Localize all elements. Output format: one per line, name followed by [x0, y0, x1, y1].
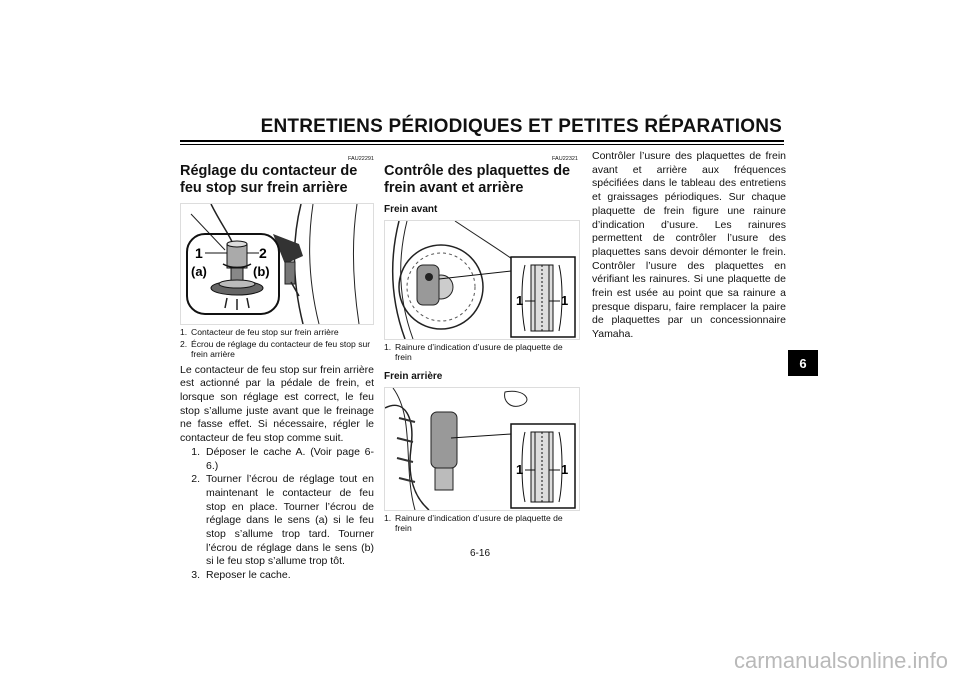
- caption-number: 1.: [180, 327, 188, 337]
- figure-label-1: 1: [195, 245, 203, 261]
- caption-text: Contacteur de feu stop sur frein arrière: [191, 327, 339, 337]
- step-number: 3.: [191, 569, 200, 582]
- column-left: [180, 150, 374, 583]
- section-title: Contrôle des plaquettes de frein avant et arrière: [384, 163, 571, 196]
- rear-brake-figure: [384, 387, 580, 511]
- brake-light-switch-figure: [180, 203, 374, 325]
- step-number: 1.: [191, 445, 200, 458]
- figure-label-1: 1: [516, 461, 524, 477]
- step-text: Déposer le cache A. (Voir page 6-6.): [206, 445, 374, 472]
- caption-number: 1.: [384, 512, 392, 523]
- step-number: 2.: [191, 473, 200, 486]
- figure-label-1: 1: [561, 292, 569, 308]
- subsection-title-front: Frein avant: [384, 204, 438, 215]
- chapter-tab[interactable]: 6: [788, 350, 818, 376]
- figure-label-a: (a): [191, 264, 207, 279]
- figure-caption: [384, 342, 578, 362]
- figure-label-1: 1: [516, 292, 524, 308]
- section-code: FAU22291: [348, 156, 374, 162]
- front-brake-figure: [384, 220, 580, 340]
- caption-text: Rainure d’indication d’usure de plaquette de frein: [395, 341, 563, 362]
- header-rule-thin: [180, 144, 784, 145]
- figure-label-1: 1: [561, 461, 569, 477]
- list-item: [180, 473, 374, 569]
- header-rule: [180, 140, 784, 142]
- caption-text: Rainure d’indication d’usure de plaquette de frein: [395, 512, 563, 534]
- list-item: [180, 446, 374, 473]
- column-right: [592, 150, 786, 342]
- page-header-title: ENTRETIENS PÉRIODIQUES ET PETITES RÉPARATIONS: [260, 116, 782, 137]
- list-item: [180, 569, 374, 583]
- caption-number: 2.: [180, 339, 188, 350]
- step-text: Reposer le cache.: [206, 569, 291, 582]
- figure-caption: [384, 513, 578, 533]
- step-text: Tourner l’écrou de réglage tout en maintenant le contacteur de feu stop en place. Tourner l’écrou de réglage dans le sens (a) si le feu stop s’allume trop tard. Tourner l’écrou de réglage dans le sens (b) si le feu stop s’allume trop tôt.: [206, 473, 374, 568]
- subsection-title-rear: Frein arrière: [384, 371, 443, 383]
- figure-caption: [180, 339, 374, 359]
- body-paragraph: Contrôler l’usure des plaquettes de frein avant et arrière aux fréquences spécifiées dans le tableau des entretiens et graissages périodiques. Sur chaque plaquette de frein figure une rainure d’indication d’usure. Les rainures permettent de contrôler l’usure des plaquettes sans devoir démonter le frein. Contrôler l’usure des plaquettes en vérifiant les rainures. Si une plaquette de frein est usée au point que sa rainure a presque disparu, faire remplacer la paire de plaquettes par un concessionnaire Yamaha.: [592, 150, 786, 341]
- section-code: FAU22321: [552, 156, 578, 162]
- column-middle: [384, 150, 578, 535]
- body-paragraph: Le contacteur de feu stop sur frein arrière est actionné par la pédale de frein, et lorsque son réglage est correct, le feu stop s’allume juste avant que le freinage ne fasse effet. Si nécessaire, régler le contacteur de feu stop comme suit.: [180, 363, 374, 445]
- caption-number: 1.: [384, 341, 392, 352]
- caption-text: Écrou de réglage du contacteur de feu stop sur frein arrière: [191, 339, 371, 360]
- figure-label-b: (b): [253, 264, 270, 279]
- page-number: 6-16: [469, 548, 490, 559]
- watermark: carmanualsonline.info: [733, 648, 948, 673]
- procedure-steps: [180, 446, 374, 583]
- section-title: Réglage du contacteur de feu stop sur frein arrière: [180, 163, 358, 196]
- figure-label-2: 2: [259, 245, 267, 261]
- figure-caption: [180, 327, 374, 337]
